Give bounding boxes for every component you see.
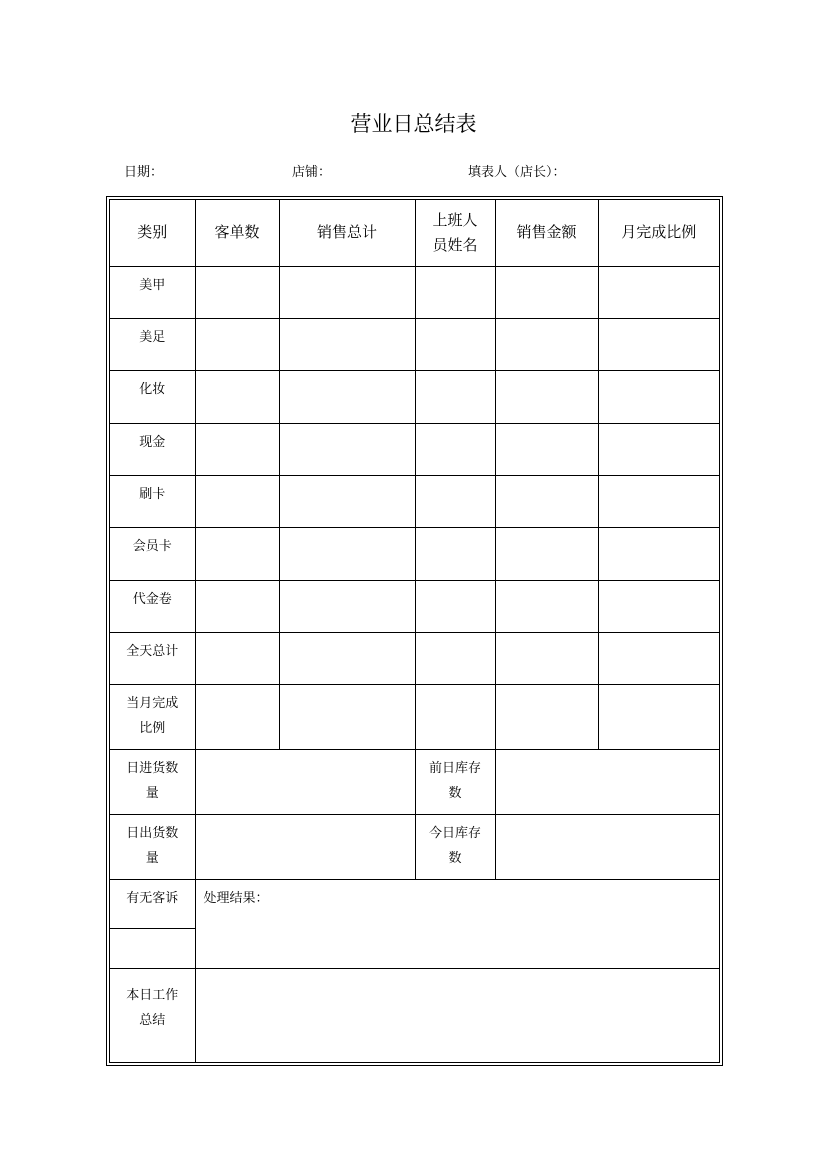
cell-input[interactable]	[495, 528, 598, 580]
cell-input[interactable]	[598, 476, 719, 528]
cell-input[interactable]	[415, 685, 495, 749]
cell-input[interactable]	[598, 266, 719, 318]
cell-input[interactable]	[415, 580, 495, 632]
table-row	[110, 580, 719, 632]
outgoing-line2: 量	[145, 850, 159, 866]
row-label-makeup: 化妆	[110, 371, 195, 423]
page-title: 营业日总结表	[350, 112, 477, 136]
row-label-member-card: 会员卡	[110, 528, 195, 580]
row-label-incoming	[110, 749, 195, 814]
table-row	[110, 476, 719, 528]
row-label-pedicure: 美足	[110, 319, 195, 371]
table-row	[110, 371, 719, 423]
cell-input[interactable]	[495, 266, 598, 318]
cell-input[interactable]	[195, 685, 279, 749]
daily-summary-cell[interactable]	[195, 968, 719, 1062]
cell-input[interactable]	[195, 319, 279, 371]
cell-input[interactable]	[495, 632, 598, 684]
today-stock-line1: 今日库存	[428, 825, 481, 841]
summary-line1: 本日工作	[126, 987, 179, 1003]
incoming-line2: 量	[145, 785, 159, 801]
cell-input[interactable]	[598, 685, 719, 749]
cell-input[interactable]	[495, 685, 598, 749]
cell-input[interactable]	[195, 580, 279, 632]
incoming-line1: 日进货数	[126, 760, 179, 776]
table-row	[110, 528, 719, 580]
cell-input[interactable]	[598, 423, 719, 475]
month-ratio-line1: 当月完成	[126, 696, 179, 712]
cell-input[interactable]	[279, 476, 415, 528]
prev-stock-line2: 数	[448, 785, 462, 801]
cell-input[interactable]	[495, 371, 598, 423]
header-category: 类别	[110, 200, 195, 266]
row-label-voucher: 代金卷	[110, 580, 195, 632]
result-label: 处理结果：	[203, 891, 269, 907]
header-month-ratio: 月完成比例	[598, 200, 719, 266]
summary-table	[110, 200, 719, 1062]
cell-input[interactable]	[598, 528, 719, 580]
prev-stock-line1: 前日库存	[428, 760, 481, 776]
cell-input[interactable]	[415, 371, 495, 423]
summary-line2: 总结	[139, 1012, 166, 1028]
cell-input[interactable]	[598, 632, 719, 684]
row-label-daily-summary	[110, 968, 195, 1062]
outgoing-line1: 日出货数	[126, 825, 179, 841]
today-stock-line2: 数	[448, 850, 462, 866]
cell-input[interactable]	[495, 476, 598, 528]
row-label-month-ratio	[110, 685, 195, 749]
summary-table-frame	[106, 196, 723, 1066]
row-label-complaint: 有无客诉	[110, 880, 195, 928]
cell-input[interactable]	[415, 319, 495, 371]
cell-input[interactable]	[279, 423, 415, 475]
complaint-value-cell[interactable]	[110, 928, 195, 968]
table-row	[110, 319, 719, 371]
cell-input[interactable]	[415, 528, 495, 580]
header-staff-line1: 上班人	[432, 210, 478, 229]
cell-input[interactable]	[495, 580, 598, 632]
cell-input[interactable]	[415, 476, 495, 528]
cell-input[interactable]	[279, 685, 415, 749]
cell-input[interactable]	[415, 423, 495, 475]
month-ratio-line2: 比例	[139, 721, 166, 737]
incoming-value-cell[interactable]	[195, 749, 415, 814]
cell-input[interactable]	[415, 266, 495, 318]
complaint-result-cell[interactable]	[195, 880, 719, 968]
table-row	[110, 814, 719, 879]
today-stock-value-cell[interactable]	[495, 814, 719, 879]
table-row	[110, 423, 719, 475]
cell-input[interactable]	[195, 423, 279, 475]
cell-input[interactable]	[195, 632, 279, 684]
row-label-card: 刷卡	[110, 476, 195, 528]
table-row	[110, 749, 719, 814]
cell-input[interactable]	[415, 632, 495, 684]
table-row	[110, 632, 719, 684]
cell-input[interactable]	[598, 319, 719, 371]
table-row	[110, 880, 719, 928]
cell-input[interactable]	[279, 319, 415, 371]
header-orders: 客单数	[195, 200, 279, 266]
cell-input[interactable]	[598, 371, 719, 423]
row-label-prev-stock	[415, 749, 495, 814]
row-label-outgoing	[110, 814, 195, 879]
cell-input[interactable]	[279, 371, 415, 423]
cell-input[interactable]	[495, 423, 598, 475]
header-sales-total: 销售总计	[279, 200, 415, 266]
row-label-day-total: 全天总计	[110, 632, 195, 684]
header-staff-line2: 员姓名	[432, 235, 478, 254]
outgoing-value-cell[interactable]	[195, 814, 415, 879]
header-sales-amount: 销售金额	[495, 200, 598, 266]
table-row	[110, 685, 719, 749]
cell-input[interactable]	[598, 580, 719, 632]
prev-stock-value-cell[interactable]	[495, 749, 719, 814]
table-row	[110, 968, 719, 1062]
table-row	[110, 266, 719, 318]
cell-input[interactable]	[195, 528, 279, 580]
cell-input[interactable]	[279, 266, 415, 318]
row-label-cash: 现金	[110, 423, 195, 475]
header-staff-names	[415, 200, 495, 266]
row-label-manicure: 美甲	[110, 266, 195, 318]
cell-input[interactable]	[279, 580, 415, 632]
cell-input[interactable]	[195, 266, 279, 318]
cell-input[interactable]	[495, 319, 598, 371]
filler-label: 填表人（店长）：	[468, 165, 566, 180]
cell-input[interactable]	[195, 371, 279, 423]
header-row	[110, 200, 719, 266]
cell-input[interactable]	[195, 476, 279, 528]
date-label: 日期：	[124, 165, 164, 180]
cell-input[interactable]	[279, 528, 415, 580]
store-label: 店铺：	[292, 165, 332, 180]
cell-input[interactable]	[279, 632, 415, 684]
row-label-today-stock	[415, 814, 495, 879]
